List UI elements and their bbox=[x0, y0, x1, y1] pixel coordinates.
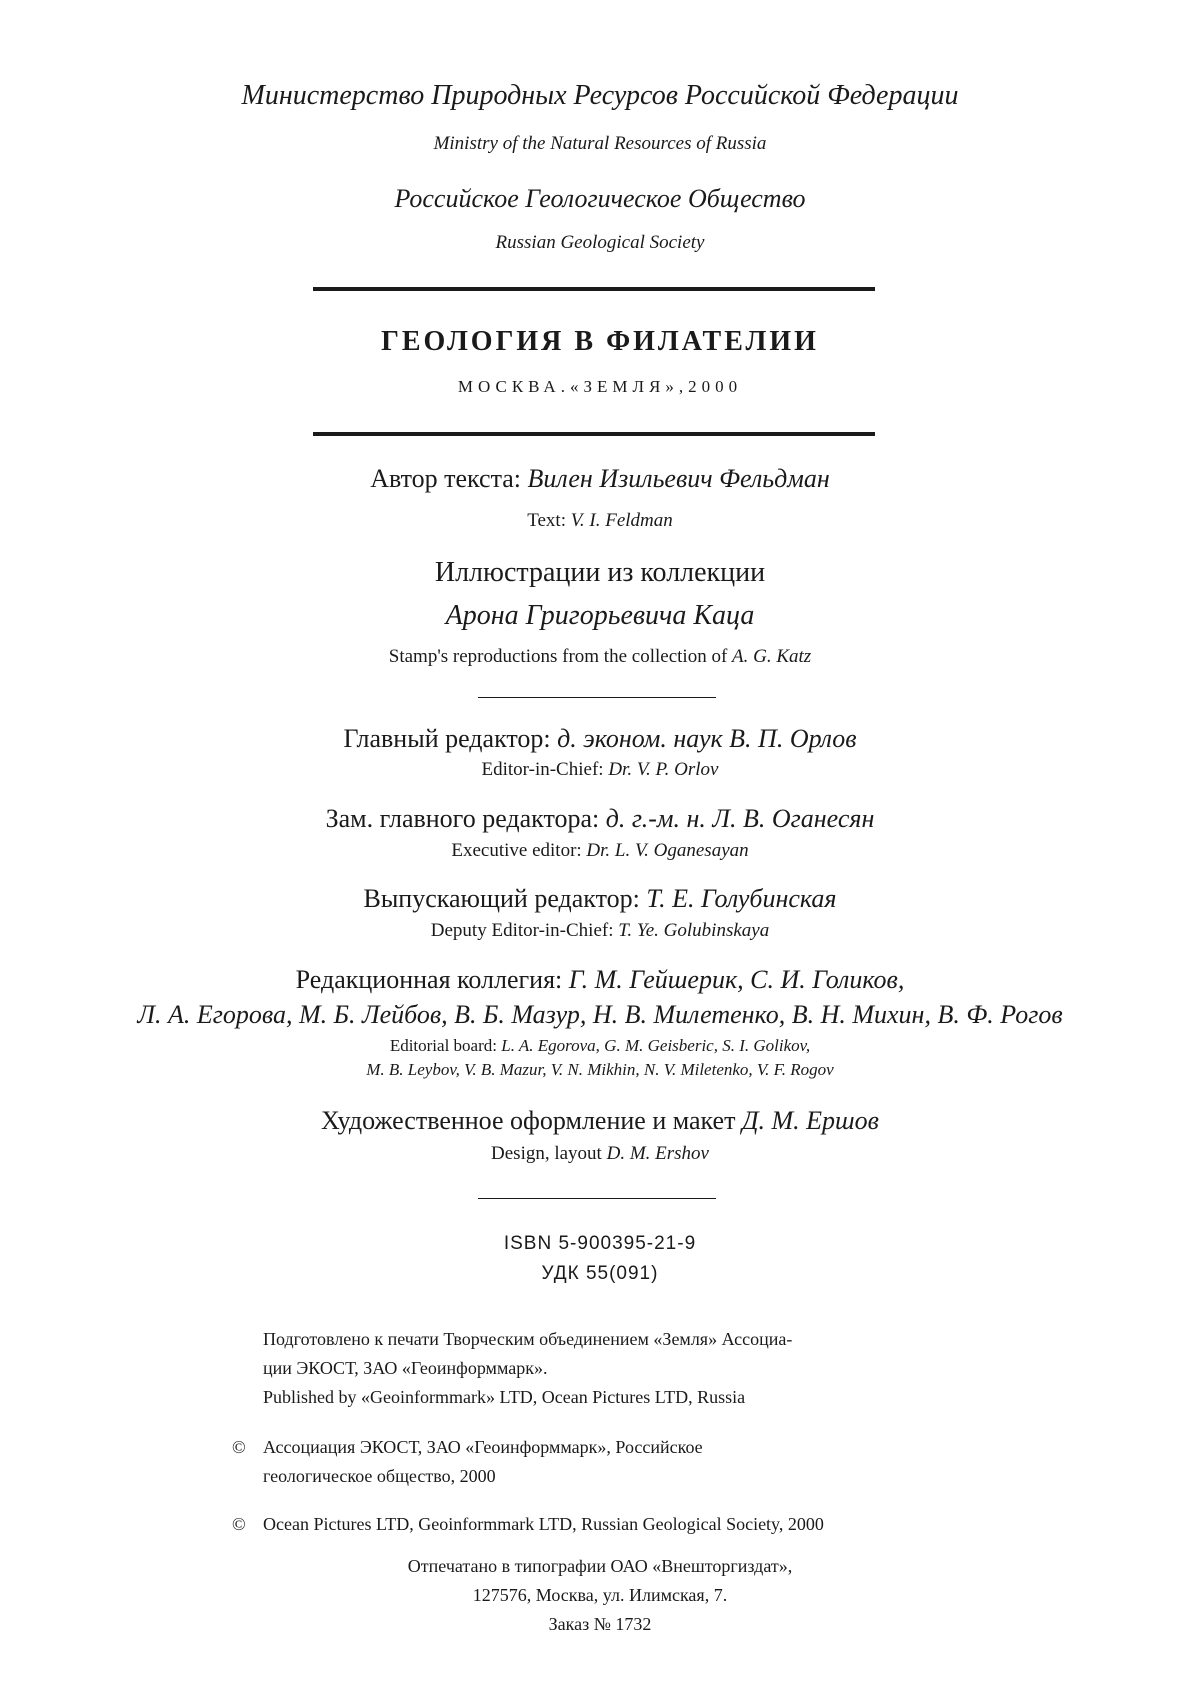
editorial-board-en-line-2: M. B. Leybov, V. B. Mazur, V. N. Mikhin, N. V. Miletenko, V. F. Rogov bbox=[366, 1060, 834, 1079]
chief-label: Главный редактор: bbox=[343, 724, 551, 753]
design-en bbox=[0, 1143, 1200, 1165]
copyright-symbol: © bbox=[232, 1437, 246, 1457]
executive-editor-ru bbox=[0, 804, 1200, 834]
illustrations-en-label: Stamp's reproductions from the collection of bbox=[388, 646, 728, 667]
chief-name: д. эконом. наук В. П. Орлов bbox=[557, 724, 857, 753]
imprint: МОСКВА.«ЗЕМЛЯ»,2000 bbox=[457, 377, 743, 396]
copyright-1-line-1: Ассоциация ЭКОСТ, ЗАО «Геоинформмарк», Российское bbox=[263, 1437, 703, 1457]
illustrations-en bbox=[0, 646, 1200, 668]
exec-en-name: Dr. L. V. Oganesayan bbox=[586, 840, 749, 861]
short-divider-1 bbox=[478, 697, 716, 698]
printed-line-2: 127576, Москва, ул. Илимская, 7. bbox=[472, 1585, 728, 1605]
copyright-1-line-2: геологическое общество, 2000 bbox=[263, 1466, 496, 1486]
illustrations-en-name: A. G. Katz bbox=[732, 646, 812, 667]
author-name: Вилен Изильевич Фельдман bbox=[527, 464, 830, 493]
author-en-label: Text: bbox=[527, 510, 566, 531]
society-ru: Российское Геологическое Общество bbox=[394, 184, 806, 213]
divider-top bbox=[313, 287, 875, 291]
board-label: Редакционная коллегия: bbox=[295, 965, 563, 994]
prepared-block bbox=[263, 1325, 792, 1412]
printing-info bbox=[0, 1552, 1200, 1639]
short-divider-2 bbox=[478, 1198, 716, 1199]
society-en: Russian Geological Society bbox=[495, 232, 705, 253]
design-en-label: Design, layout bbox=[491, 1143, 602, 1164]
design-label: Художественное оформление и макет bbox=[321, 1106, 736, 1135]
copyright-symbol: © bbox=[232, 1514, 246, 1534]
copyright-2-text: Ocean Pictures LTD, Geoinformmark LTD, Russian Geological Society, 2000 bbox=[263, 1514, 824, 1534]
editorial-board-ru-line-1 bbox=[0, 965, 1200, 995]
book-title: ГЕОЛОГИЯ В ФИЛАТЕЛИИ bbox=[381, 326, 819, 357]
deputy-name: Т. Е. Голубинская bbox=[646, 884, 837, 913]
ministry-ru: Министерство Природных Ресурсов Российской Федерации bbox=[241, 80, 959, 111]
exec-name: д. г.-м. н. Л. В. Оганесян bbox=[605, 804, 875, 833]
design-ru bbox=[0, 1106, 1200, 1136]
printed-line-1: Отпечатано в типографии ОАО «Внешторгиздат», bbox=[407, 1556, 793, 1576]
divider-bottom bbox=[313, 432, 875, 436]
design-en-name: D. M. Ershov bbox=[606, 1143, 709, 1164]
board-en-names-1: L. A. Egorova, G. M. Geisberic, S. I. Golikov, bbox=[501, 1036, 811, 1055]
order-number: Заказ № 1732 bbox=[548, 1614, 652, 1634]
chief-en-label: Editor-in-Chief: bbox=[481, 759, 604, 780]
author-en-name: V. I. Feldman bbox=[570, 510, 673, 531]
author-en bbox=[0, 510, 1200, 532]
board-en-label: Editorial board: bbox=[389, 1036, 497, 1055]
prepared-line-1: Подготовлено к печати Творческим объединением «Земля» Ассоциа- bbox=[263, 1329, 793, 1349]
exec-en-label: Executive editor: bbox=[451, 840, 582, 861]
ministry-en: Ministry of the Natural Resources of Russia bbox=[433, 133, 767, 154]
executive-editor-en bbox=[0, 840, 1200, 862]
deputy-en-name: T. Ye. Golubinskaya bbox=[618, 920, 770, 941]
illustrations-line-1: Иллюстрации из коллекции bbox=[434, 557, 766, 588]
author-label: Автор текста: bbox=[370, 464, 522, 493]
published-line: Published by «Geoinformmark» LTD, Ocean Pictures LTD, Russia bbox=[263, 1387, 746, 1407]
editorial-board-en-line-1 bbox=[0, 1036, 1200, 1056]
isbn: ISBN 5-900395-21-9 bbox=[503, 1233, 697, 1254]
author-line bbox=[0, 464, 1200, 494]
deputy-label: Выпускающий редактор: bbox=[363, 884, 640, 913]
exec-label: Зам. главного редактора: bbox=[325, 804, 600, 833]
design-name: Д. М. Ершов bbox=[741, 1106, 879, 1135]
board-names-1: Г. М. Гейшерик, С. И. Голиков, bbox=[568, 965, 905, 994]
deputy-editor-ru bbox=[0, 884, 1200, 914]
chief-editor-ru bbox=[0, 724, 1200, 754]
chief-en-name: Dr. V. P. Orlov bbox=[608, 759, 719, 780]
deputy-editor-en bbox=[0, 920, 1200, 942]
editorial-board-ru-line-2: Л. А. Егорова, М. Б. Лейбов, В. Б. Мазур, Н. В. Милетенко, В. Н. Михин, В. Ф. Рогов bbox=[137, 1000, 1063, 1029]
deputy-en-label: Deputy Editor-in-Chief: bbox=[430, 920, 614, 941]
chief-editor-en bbox=[0, 759, 1200, 781]
illustrations-line-2: Арона Григорьевича Каца bbox=[445, 600, 755, 631]
prepared-line-2: ции ЭКОСТ, ЗАО «Геоинформмарк». bbox=[263, 1358, 548, 1378]
udk: УДК 55(091) bbox=[541, 1263, 659, 1284]
